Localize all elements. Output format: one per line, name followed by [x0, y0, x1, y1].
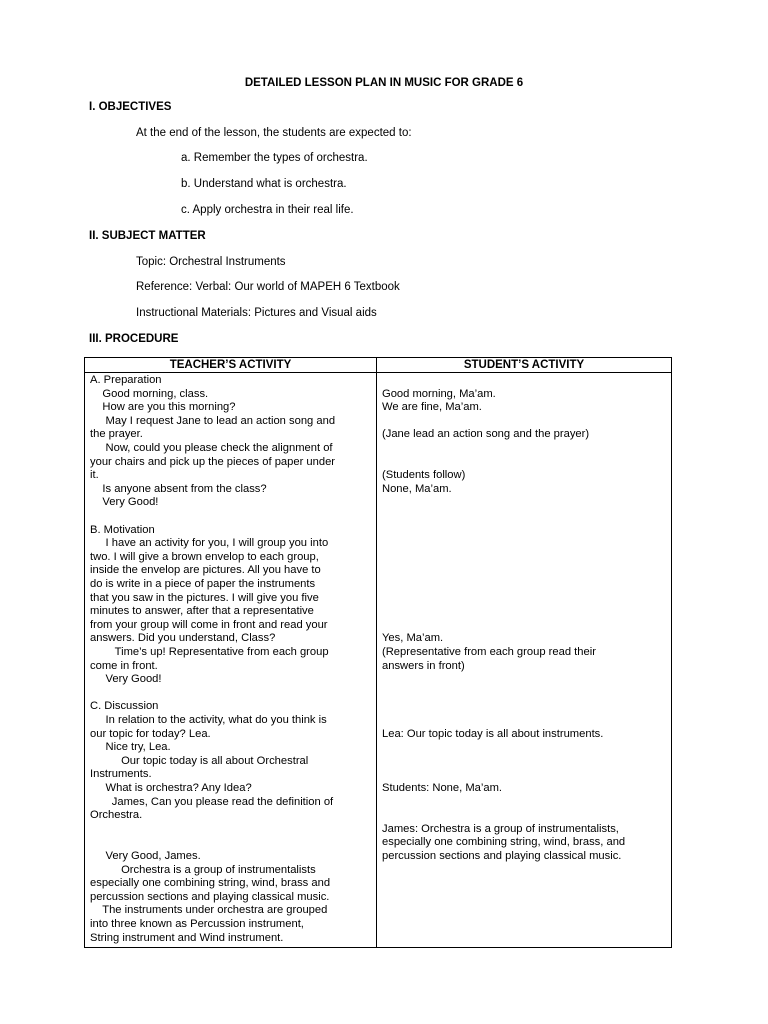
teacher-activity-line: How are you this morning?	[90, 401, 236, 414]
student-activity-cell	[377, 373, 672, 948]
teacher-activity-line: I have an activity for you, I will group you into	[90, 537, 329, 550]
subject-matter-heading: II. SUBJECT MATTER	[89, 230, 206, 242]
teacher-activity-line: The instruments under orchestra are grouped	[90, 904, 328, 917]
teacher-activity-line: it.	[90, 469, 99, 482]
teacher-activity-line: percussion sections and playing classical music.	[90, 890, 330, 903]
objective-item-a: a. Remember the types of orchestra.	[181, 152, 368, 164]
teacher-activity-line: Instruments.	[90, 768, 152, 781]
teacher-activity-line: answers. Did you understand, Class?	[90, 632, 276, 645]
procedure-table	[84, 357, 672, 948]
student-activity-line: Lea: Our topic today is all about instruments.	[382, 727, 604, 740]
teacher-activity-line: inside the envelop are pictures. All you have to	[90, 564, 321, 577]
teacher-activity-line: Time’s up! Representative from each group	[90, 646, 329, 658]
teacher-activity-line: A. Preparation	[90, 374, 162, 386]
subject-materials: Instructional Materials: Pictures and Visual aids	[136, 307, 377, 319]
student-activity-line: Yes, Ma’am.	[382, 632, 444, 645]
student-activity-line: We are fine, Ma’am.	[382, 401, 482, 414]
teacher-activity-header: TEACHER’S ACTIVITY	[85, 358, 377, 373]
student-activity-line: James: Orchestra is a group of instrumentalists,	[382, 822, 619, 835]
teacher-activity-line: Good morning, class.	[90, 387, 209, 400]
teacher-activity-line: In relation to the activity, what do you think is	[90, 714, 327, 726]
teacher-activity-line: Our topic today is all about Orchestral	[90, 754, 309, 767]
student-activity-line: percussion sections and playing classical music.	[382, 850, 622, 862]
teacher-activity-line: minutes to answer, after that a representative	[90, 605, 314, 618]
student-activity-line: Good morning, Ma’am.	[382, 387, 496, 400]
teacher-activity-line: Very Good, James.	[90, 850, 201, 862]
objectives-heading: I. OBJECTIVES	[89, 101, 172, 113]
teacher-activity-line: Very Good!	[90, 496, 159, 509]
student-activity-line: None, Ma’am.	[382, 482, 452, 495]
teacher-activity-line: Orchestra is a group of instrumentalists	[90, 863, 316, 876]
teacher-activity-line: do is write in a piece of paper the instruments	[90, 578, 316, 590]
teacher-activity-line: Very Good!	[90, 673, 162, 686]
teacher-activity-line: Orchestra.	[90, 809, 143, 822]
teacher-activity-line: especially one combining string, wind, brass and	[90, 877, 331, 890]
teacher-activity-line: the prayer.	[90, 428, 143, 441]
document-title: DETAILED LESSON PLAN IN MUSIC FOR GRADE 6	[244, 77, 524, 89]
student-activity-header: STUDENT’S ACTIVITY	[377, 358, 672, 373]
objective-item-c: c. Apply orchestra in their real life.	[181, 204, 354, 216]
teacher-activity-line: B. Motivation	[90, 523, 155, 536]
student-activity-line: especially one combining string, wind, brass, and	[382, 836, 626, 849]
teacher-activity-line: Now, could you please check the alignment of	[90, 442, 333, 454]
subject-topic: Topic: Orchestral Instruments	[136, 256, 286, 268]
objective-item-b: b. Understand what is orchestra.	[181, 178, 347, 190]
procedure-heading: III. PROCEDURE	[89, 333, 179, 345]
teacher-activity-line: into three known as Percussion instrument,	[90, 918, 304, 930]
teacher-activity-line: our topic for today? Lea.	[90, 727, 211, 740]
teacher-activity-line: come in front.	[90, 659, 158, 672]
student-activity-line: answers in front)	[382, 659, 465, 672]
teacher-activity-line: C. Discussion	[90, 700, 159, 713]
teacher-activity-line: two. I will give a brown envelop to each group,	[90, 550, 319, 563]
teacher-activity-line: Nice try, Lea.	[90, 741, 171, 754]
teacher-activity-line: James, Can you please read the definition of	[90, 795, 334, 808]
teacher-activity-line: that you saw in the pictures. I will give you five	[90, 591, 319, 604]
student-activity-line: (Jane lead an action song and the prayer)	[382, 428, 590, 441]
subject-reference: Reference: Verbal: Our world of MAPEH 6 Textbook	[136, 281, 400, 293]
teacher-activity-line: String instrument and Wind instrument.	[90, 931, 284, 944]
teacher-activity-cell	[85, 373, 377, 948]
teacher-activity-line: May I request Jane to lead an action song and	[90, 414, 336, 427]
teacher-activity-line: from your group will come in front and read your	[90, 618, 328, 631]
objectives-intro: At the end of the lesson, the students are expected to:	[136, 127, 412, 139]
teacher-activity-line: your chairs and pick up the pieces of paper under	[90, 455, 336, 468]
teacher-activity-line: What is orchestra? Any Idea?	[90, 782, 252, 794]
student-activity-line: (Students follow)	[382, 469, 466, 482]
student-activity-line: Students: None, Ma’am.	[382, 782, 503, 794]
student-activity-line: (Representative from each group read their	[382, 646, 596, 658]
teacher-activity-line: Is anyone absent from the class?	[90, 482, 267, 495]
